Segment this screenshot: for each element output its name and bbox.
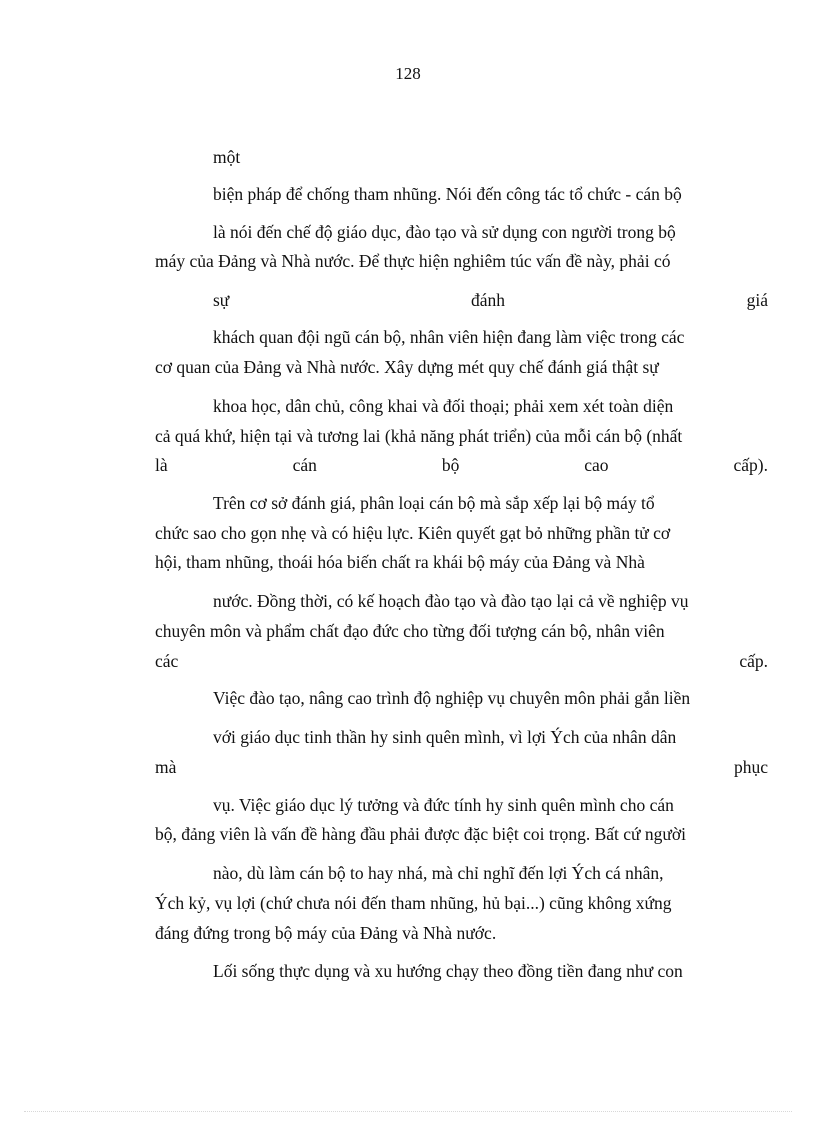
text-line: Việc đào tạo, nâng cao trình độ nghiệp vụ chuyên môn phải gắn liền	[213, 688, 691, 708]
word: đánh	[470, 290, 505, 310]
text-line: với giáo dục tinh thần hy sinh quên mình, vì lợi Ých của nhân dân	[213, 727, 677, 747]
text-line: khoa học, dân chủ, công khai và đối thoại; phải xem xét toàn diện	[213, 396, 674, 416]
word: mà	[155, 757, 177, 777]
text-line: đáng đứng trong bộ máy của Đảng và Nhà nước.	[155, 923, 497, 943]
text-line-justified	[155, 756, 768, 778]
word: giá	[746, 290, 768, 310]
text-line: nào, dù làm cán bộ to hay nhá, mà chỉ nghĩ đến lợi Ých cá nhân,	[213, 863, 664, 883]
word: phục	[733, 757, 768, 777]
text-line: Lối sống thực dụng và xu hướng chạy theo đồng tiền đang như con	[213, 961, 683, 981]
word: các	[155, 651, 179, 671]
page-bottom-border	[24, 1111, 792, 1112]
text-line: khách quan đội ngũ cán bộ, nhân viên hiện đang làm việc trong các	[213, 327, 685, 347]
word: bộ	[441, 455, 460, 475]
text-line: bộ, đảng viên là vấn đề hàng đầu phải được đặc biệt coi trọng. Bất cứ người	[155, 824, 686, 844]
text-line: một	[213, 147, 241, 167]
word: sự	[213, 290, 230, 310]
text-line: cả quá khứ, hiện tại và tương lai (khả năng phát triển) của mỗi cán bộ (nhất	[155, 426, 683, 446]
text-line: máy của Đảng và Nhà nước. Để thực hiện nghiêm túc vấn đề này, phải có	[155, 251, 671, 271]
text-line-justified	[213, 289, 768, 311]
text-line: là nói đến chế độ giáo dục, đào tạo và sử dụng con người trong bộ	[213, 222, 676, 242]
word: là	[155, 455, 168, 475]
word: cấp).	[733, 455, 768, 475]
text-line: chuyên môn và phẩm chất đạo đức cho từng đối tượng cán bộ, nhân viên	[155, 621, 665, 641]
text-line: nước. Đồng thời, có kế hoạch đào tạo và đào tạo lại cả về nghiệp vụ	[213, 591, 689, 611]
text-line-justified	[155, 454, 768, 476]
text-line: Trên cơ sở đánh giá, phân loại cán bộ mà sắp xếp lại bộ máy tổ	[213, 493, 655, 513]
text-line: vụ. Việc giáo dục lý tưởng và đức tính hy sinh quên mình cho cán	[213, 795, 674, 815]
word: cấp.	[739, 651, 768, 671]
word: cao	[584, 455, 609, 475]
text-line: hội, tham nhũng, thoái hóa biến chất ra khái bộ máy của Đảng và Nhà	[155, 552, 645, 572]
word: cán	[292, 455, 317, 475]
page-number: 128	[395, 64, 421, 83]
text-line: biện pháp để chống tham nhũng. Nói đến công tác tổ chức - cán bộ	[213, 184, 682, 204]
text-line-justified	[155, 650, 768, 672]
text-line: Ých kỷ, vụ lợi (chứ chưa nói đến tham nhũng, hủ bại...) cũng không xứng	[155, 893, 672, 913]
text-line: chức sao cho gọn nhẹ và có hiệu lực. Kiên quyết gạt bỏ những phần tử cơ	[155, 523, 671, 543]
text-line: cơ quan của Đảng và Nhà nước. Xây dựng mét quy chế đánh giá thật sự	[155, 357, 659, 377]
